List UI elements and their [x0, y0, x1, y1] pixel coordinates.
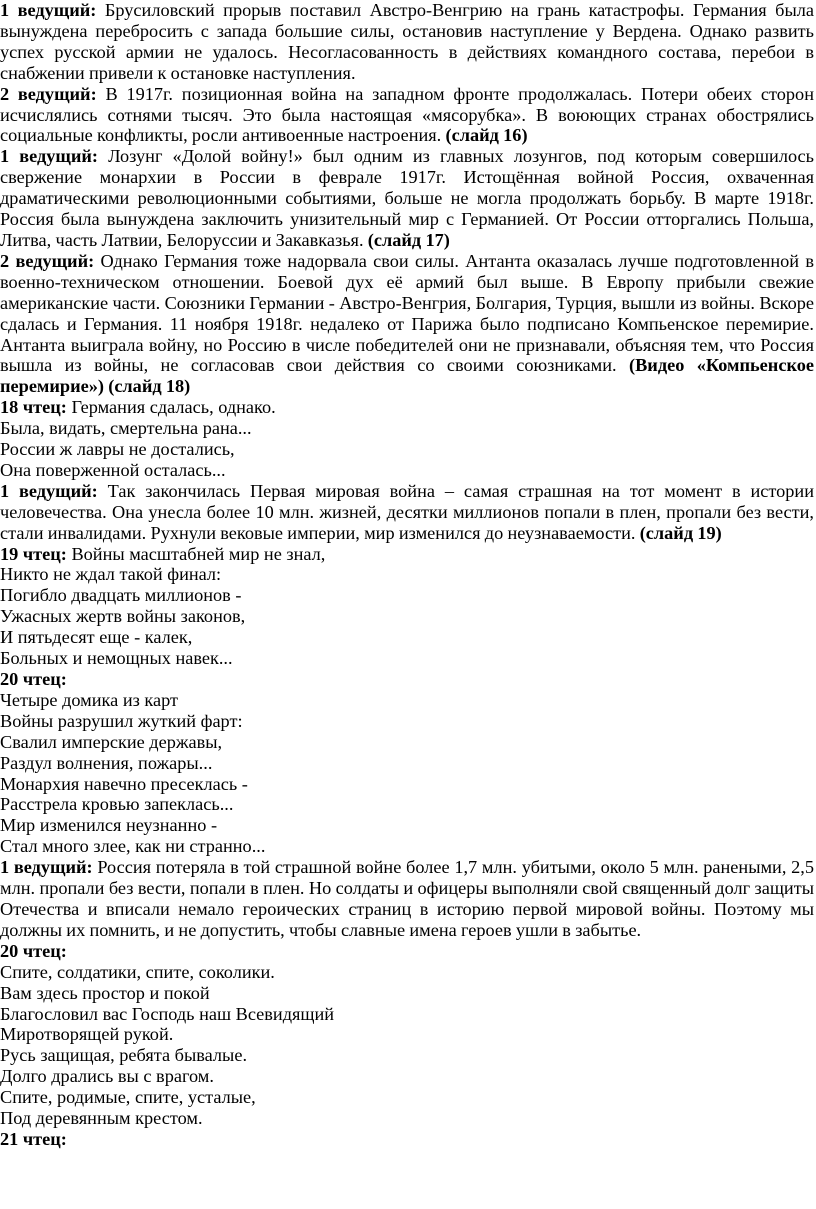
block-text: И пятьдесят еще - калек, [0, 627, 193, 648]
block-text: Войны масштабней мир не знал, [66, 543, 326, 564]
verse-line [0, 1108, 814, 1129]
slide-note: (слайд 16) [445, 125, 528, 146]
speaker-label: 2 ведущий: [0, 250, 95, 271]
block-text: Русь защищая, ребята бывалые. [0, 1045, 248, 1066]
verse-line [0, 690, 814, 711]
block-text: Брусиловский прорыв поставил Австро-Венгрию на грань катастрофы. Германия была вынуждена перебросить с запада большие силы, остановив наступление у Вердена. Однако развить успех русской армии не удалось. Несогласованность в действиях командного состава, перебои в снабжении привели к остановке наступления. [0, 0, 814, 83]
slide-note: (Видео «Компьенское перемирие») (слайд 18) [0, 355, 814, 397]
slide-note: (слайд 17) [367, 229, 450, 250]
verse-line [0, 439, 814, 460]
speaker-label: 19 чтец: [0, 543, 67, 564]
block-text: Никто не ждал такой финал: [0, 564, 222, 585]
script-paragraph [0, 0, 814, 84]
block-text: Монархия навечно пресеклась - [0, 773, 248, 794]
verse-line [0, 397, 814, 418]
block-text: Под деревянным крестом. [0, 1108, 203, 1129]
verse-line [0, 753, 814, 774]
verse-line [0, 836, 814, 857]
verse-line [0, 418, 814, 439]
block-text: России ж лавры не достались, [0, 439, 235, 460]
verse-line [0, 1004, 814, 1025]
speaker-label: 1 ведущий: [0, 857, 93, 878]
block-text: Была, видать, смертельна рана... [0, 418, 252, 439]
block-text: В 1917г. позиционная война на западном фронте продолжалась. Потери обеих сторон исчислялись сотнями тысяч. Это была настоящая «мясорубка». В воюющих странах обострялись социальные конфликты, росли антивоенные настроения. [0, 83, 814, 146]
verse-line [0, 711, 814, 732]
block-text: Вам здесь простор и покой [0, 982, 210, 1003]
verse-line [0, 983, 814, 1004]
block-text: Расстрела кровью запеклась... [0, 794, 234, 815]
verse-line [0, 941, 814, 962]
block-text: Однако Германия тоже надорвала свои силы. Антанта оказалась лучше подготовленной в военно-техническом отношении. Боевой дух её армий был выше. В Европу прибыли свежие американские части. Союзники Германии - Австро-Венгрия, Болгария, Турция, вышли из войны. Вскоре сдалась и Германия. 11 ноября 1918г. недалеко от Парижа было подписано Компьенское перемирие. Антанта выиграла войну, но Россию в числе победителей они не признавали, объясняя тем, что Россия вышла из войны, не согласовав свои действия со своими союзниками. [0, 250, 814, 376]
block-text: Миротворящей рукой. [0, 1024, 174, 1045]
verse-line [0, 585, 814, 606]
speaker-label: 1 ведущий: [0, 146, 98, 167]
verse-line [0, 815, 814, 836]
block-text: Долго дрались вы с врагом. [0, 1066, 214, 1087]
block-text: Раздул волнения, пожары... [0, 752, 213, 773]
block-text: Войны разрушил жуткий фарт: [0, 710, 243, 731]
verse-line [0, 962, 814, 983]
block-text: Так закончилась Первая мировая война – самая страшная на тот момент в истории человечества. Она унесла более 10 млн. жизней, десятки миллионов попали в плен, пропали без вести, стали инвалидами. Рухнули вековые империи, мир изменился до неузнаваемости. [0, 480, 814, 543]
script-paragraph [0, 481, 814, 544]
script-paragraph [0, 251, 814, 397]
verse-line [0, 1045, 814, 1066]
speaker-label: 20 чтец: [0, 940, 67, 961]
verse-line [0, 732, 814, 753]
block-text: Погибло двадцать миллионов - [0, 585, 242, 606]
block-text: Германия сдалась, однако. [66, 397, 276, 418]
block-text: Спите, солдатики, спите, соколики. [0, 961, 275, 982]
script-paragraph [0, 857, 814, 941]
block-text: Россия потеряла в той страшной войне более 1,7 млн. убитыми, около 5 млн. ранеными, 2,5 млн. пропали без вести, попали в плен. Но солдаты и офицеры выполняли свой священный долг защиты Отечества и вписали немало героических страниц в историю первой мировой войны. Поэтому мы должны их помнить, и не допустить, чтобы славные имена героев ушли в забытье. [0, 857, 814, 940]
verse-line [0, 1024, 814, 1045]
verse-line [0, 1129, 814, 1150]
script-paragraph [0, 84, 814, 147]
verse-line [0, 1066, 814, 1087]
block-text: Она поверженной осталась... [0, 459, 226, 480]
block-text: Ужасных жертв войны законов, [0, 606, 246, 627]
block-text: Благословил вас Господь наш Всевидящий [0, 1003, 335, 1024]
block-text: Четыре домика из карт [0, 689, 179, 710]
speaker-label: 21 чтец: [0, 1128, 67, 1149]
slide-note: (слайд 19) [639, 522, 722, 543]
block-text: Стал много злее, как ни странно... [0, 836, 266, 857]
block-text: Лозунг «Долой войну!» был одним из главных лозунгов, под которым совершилось свержение монархии в России в феврале 1917г. Истощённая войной Россия, охваченная драматическими революционными событиями, больше не могла продолжать борьбу. В марте 1918г. Россия была вынуждена заключить унизительный мир с Германией. От России отторгались Польша, Литва, часть Латвии, Белоруссии и Закавказья. [0, 146, 814, 250]
block-text: Спите, родимые, спите, усталые, [0, 1087, 256, 1108]
verse-line [0, 627, 814, 648]
verse-line [0, 460, 814, 481]
block-text: Больных и немощных навек... [0, 648, 233, 669]
verse-line [0, 794, 814, 815]
speaker-label: 18 чтец: [0, 397, 67, 418]
speaker-label: 1 ведущий: [0, 480, 98, 501]
verse-line [0, 544, 814, 565]
speaker-label: 2 ведущий: [0, 83, 97, 104]
verse-line [0, 606, 814, 627]
verse-line [0, 774, 814, 795]
block-text: Мир изменился неузнанно - [0, 815, 218, 836]
verse-line [0, 564, 814, 585]
speaker-label: 20 чтец: [0, 669, 67, 689]
verse-line [0, 648, 814, 669]
verse-line [0, 1087, 814, 1108]
block-text: Свалил имперские державы, [0, 731, 223, 752]
verse-line [0, 669, 814, 690]
speaker-label: 1 ведущий: [0, 0, 97, 20]
script-paragraph [0, 146, 814, 251]
